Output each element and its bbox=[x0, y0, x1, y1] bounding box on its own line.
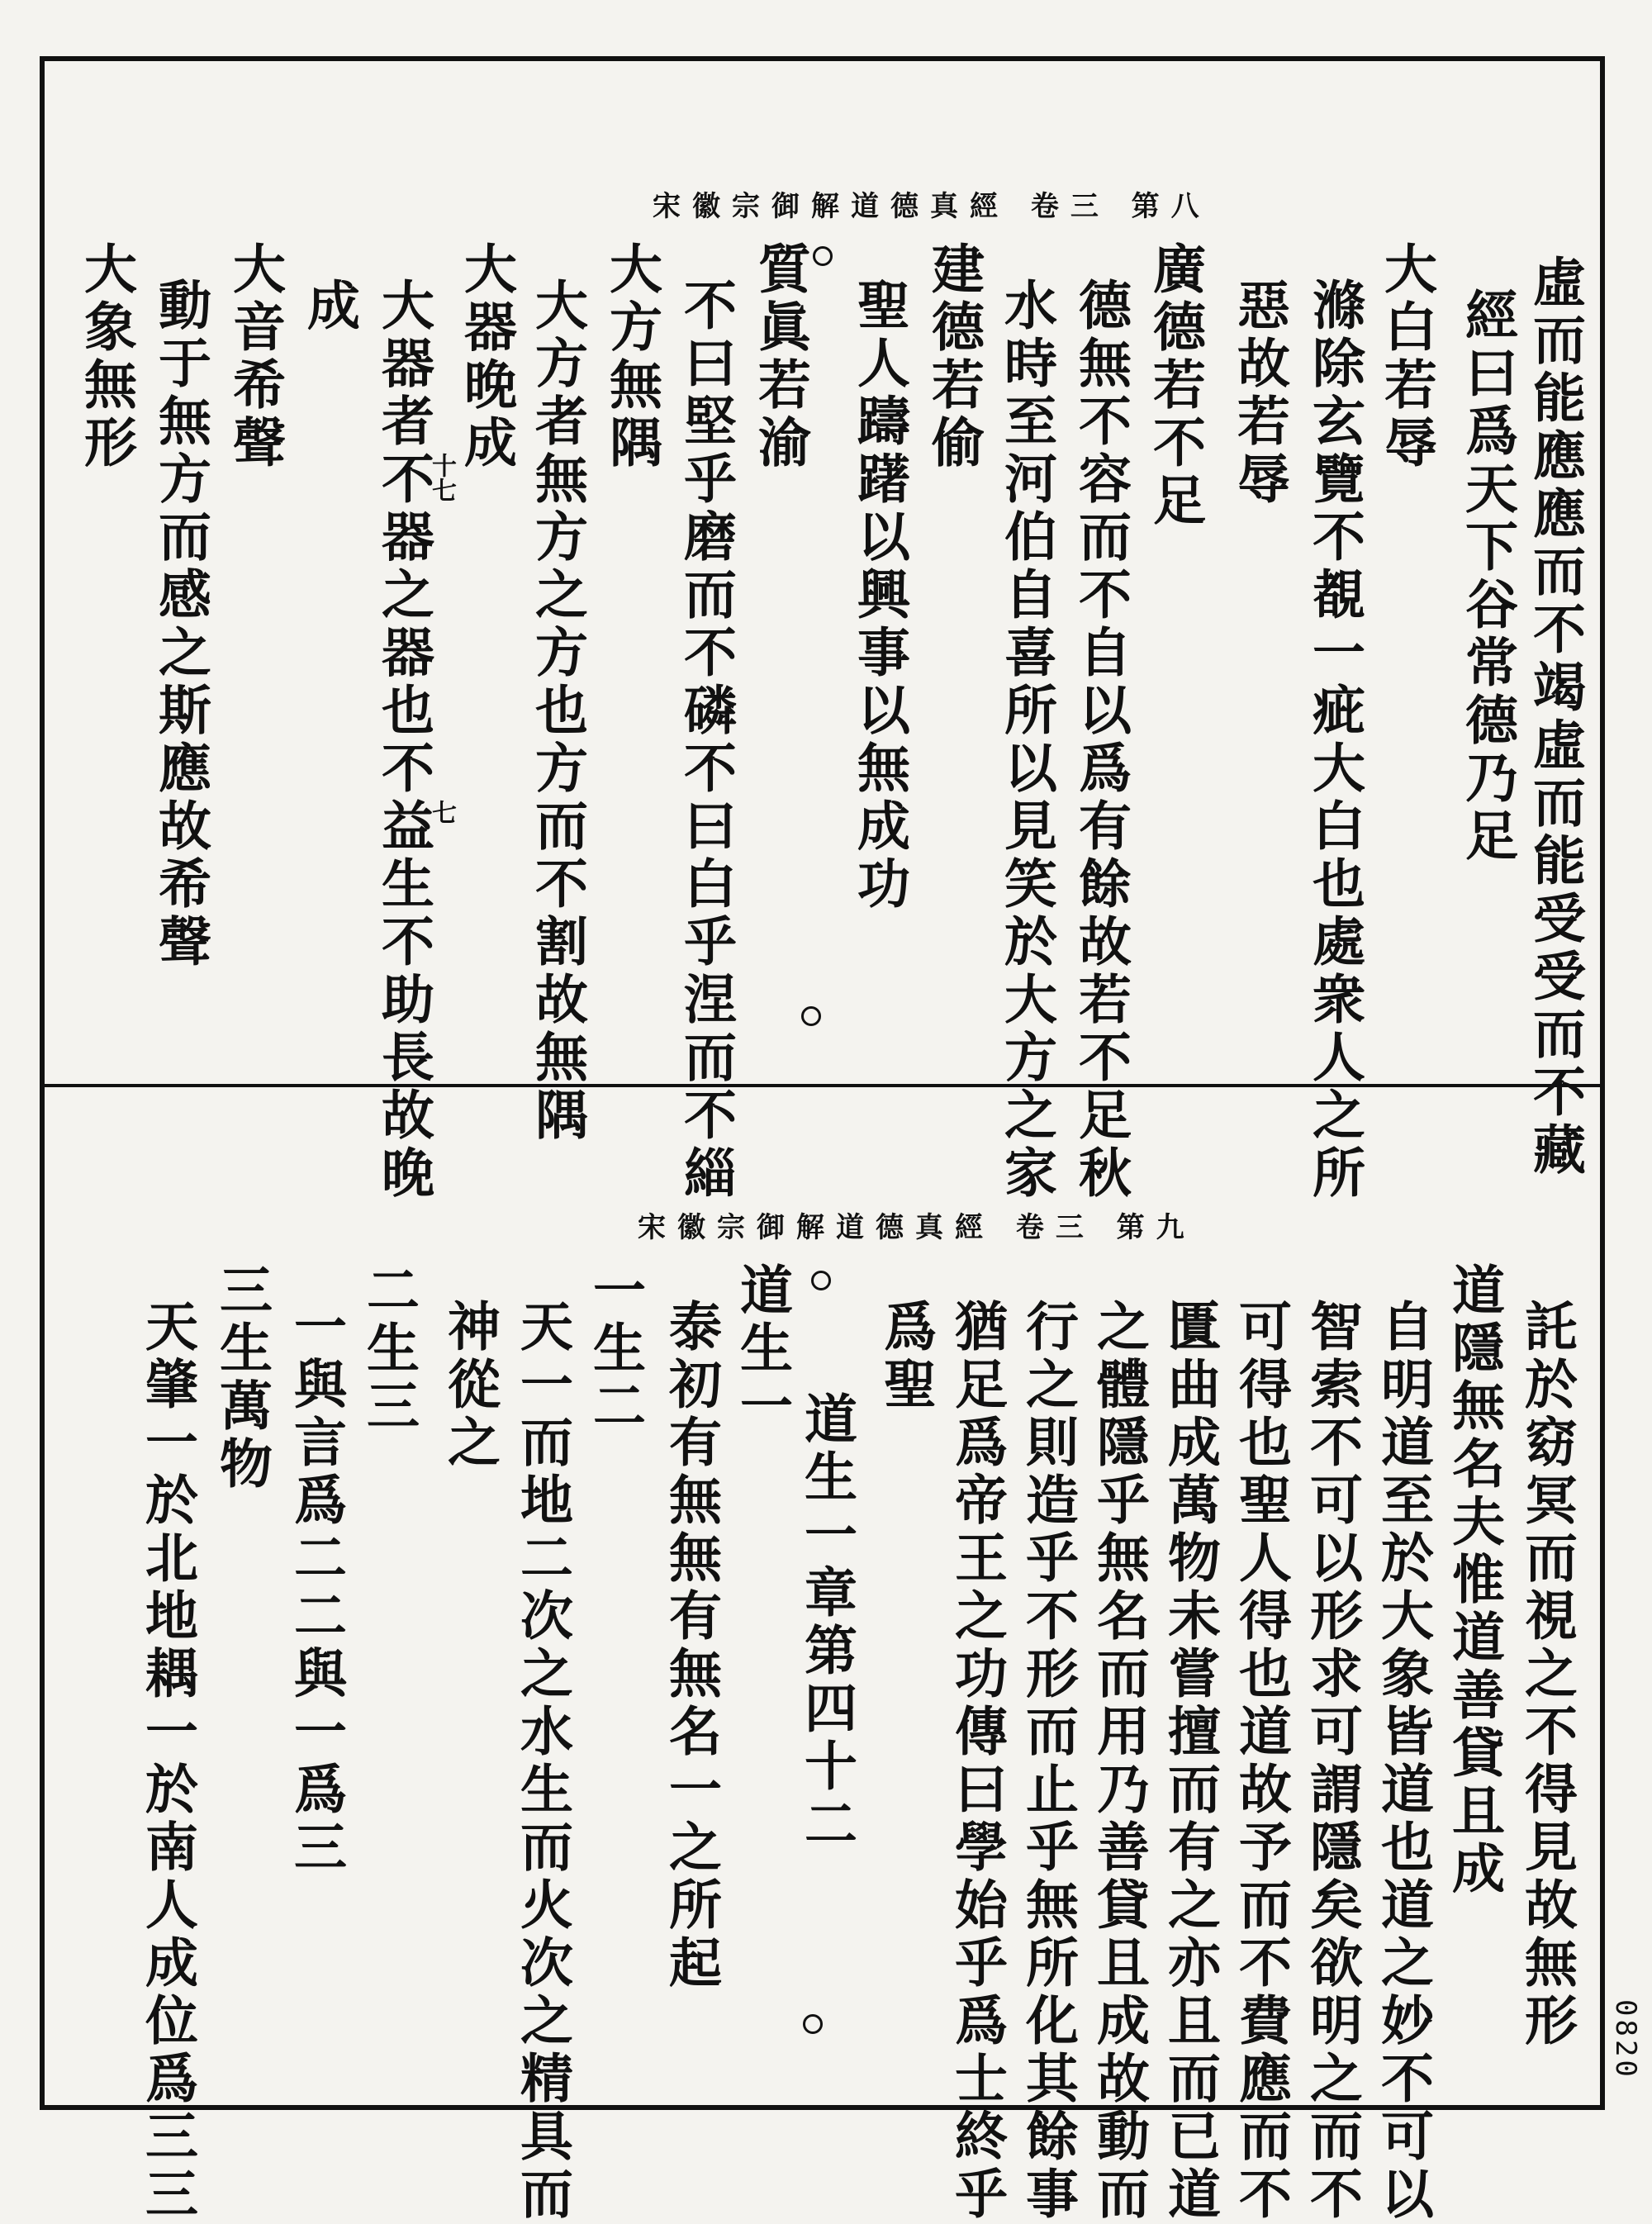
text-column: 行之則造乎不形而止乎無所化其餘事 bbox=[1017, 1299, 1079, 2224]
text-column: 大白若辱 bbox=[1375, 241, 1437, 473]
text-column: 智索不可以形求可謂隱矣欲明之而不 bbox=[1301, 1299, 1363, 2224]
text-column: 大器者不器之器也不益生不助長故晚 bbox=[373, 278, 434, 1203]
text-column: 滌除玄覽不覩一疵大白也處衆人之所 bbox=[1303, 278, 1365, 1203]
bottom-running-header: 宋徽宗御解道德真經 卷三 第九 bbox=[638, 1211, 1196, 1244]
text-column: 大方無隅 bbox=[601, 241, 662, 473]
text-column: 不曰堅乎磨而不磷不曰白乎涅而不緇 bbox=[675, 278, 737, 1203]
binding-hole-icon bbox=[803, 2014, 823, 2034]
text-column: 大方者無方之方也方而不割故無隅 bbox=[526, 278, 588, 1145]
text-column: 大音希聲 bbox=[224, 241, 286, 473]
text-column: 天一而地二次之水生而火次之精具而 bbox=[511, 1299, 573, 2224]
marginal-note: 七 bbox=[427, 800, 456, 824]
binding-hole-icon bbox=[811, 1271, 831, 1290]
text-column: 質眞若渝 bbox=[749, 241, 811, 473]
text-column: 道生一 bbox=[731, 1262, 793, 1436]
text-column: 匱曲成萬物未嘗擅而有之亦且而已道 bbox=[1159, 1299, 1221, 2224]
chapter-title: 道生一章第四十二 bbox=[795, 1391, 857, 1854]
text-column: 惡故若辱 bbox=[1228, 278, 1290, 509]
binding-hole-icon bbox=[813, 246, 833, 266]
text-column: 經曰爲天下谷常德乃足 bbox=[1456, 288, 1518, 866]
binding-hole-icon bbox=[801, 1006, 821, 1026]
text-column: 動于無方而感之斯應故希聲 bbox=[150, 278, 211, 972]
text-column: 可得也聖人得也道故予而不費應而不 bbox=[1230, 1299, 1292, 2224]
text-column: 大象無形 bbox=[75, 241, 137, 473]
text-column: 猶足爲帝王之功傳曰學始乎爲士終乎 bbox=[946, 1299, 1008, 2224]
text-column: 天肇一於北地耦一於南人成位爲三三 bbox=[136, 1299, 198, 2224]
text-column: 泰初有無無有無名一之所起 bbox=[660, 1299, 722, 1993]
text-column: 大器晚成 bbox=[455, 241, 517, 473]
text-column: 德無不容而不自以爲有餘故若不足秋 bbox=[1070, 278, 1132, 1203]
text-column: 一與言爲二二與一爲三 bbox=[285, 1299, 347, 1877]
text-column: 虛而能應應而不竭虛而能受受而不藏 bbox=[1524, 254, 1586, 1180]
text-column: 三生萬物 bbox=[211, 1262, 273, 1494]
text-column: 道隱無名夫惟道善貸且成 bbox=[1443, 1262, 1505, 1898]
text-column: 二生三 bbox=[358, 1262, 420, 1436]
top-running-header: 宋徽宗御解道德真經 卷三 第八 bbox=[653, 190, 1211, 223]
text-column: 一生二 bbox=[584, 1262, 646, 1436]
half-divider bbox=[40, 1084, 1605, 1087]
page-number: 0820 bbox=[1609, 1999, 1642, 2080]
text-column: 爲聖 bbox=[875, 1299, 937, 1414]
text-column: 聖人躊躇以興事以無成功 bbox=[848, 278, 910, 914]
text-column: 廣德若不足 bbox=[1144, 241, 1206, 530]
text-column: 建德若偷 bbox=[923, 241, 985, 473]
text-column: 之體隱乎無名而用乃善貸且成故動而 bbox=[1088, 1299, 1150, 2224]
text-column: 水時至河伯自喜所以見笑於大方之家 bbox=[995, 278, 1057, 1203]
marginal-note: 十七 bbox=[427, 453, 456, 502]
text-column: 神從之 bbox=[439, 1299, 501, 1472]
text-column: 成 bbox=[298, 278, 360, 335]
text-column: 自明道至於大象皆道也道之妙不可以 bbox=[1372, 1299, 1434, 2224]
text-column: 託於窈冥而視之不得見故無形 bbox=[1516, 1299, 1578, 2051]
